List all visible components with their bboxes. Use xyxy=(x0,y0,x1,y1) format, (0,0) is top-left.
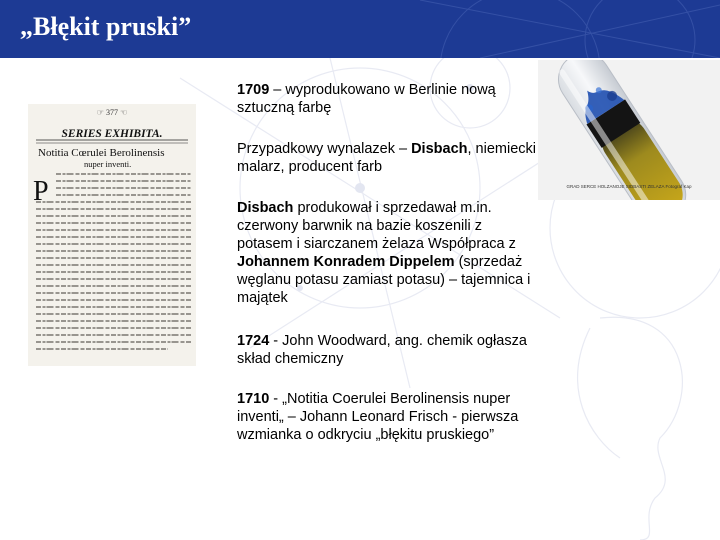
test-tube-illustration xyxy=(538,60,720,200)
fact-1724-woodward xyxy=(237,332,537,368)
slide-title: „Błękit pruski” xyxy=(20,12,192,41)
fact-disbach-discovery xyxy=(237,140,537,176)
latin-document-scan xyxy=(28,104,196,366)
text-run: Przypadkowy wynalazek – xyxy=(237,141,412,157)
bold-text-run: Johannem Konradem Dippelem xyxy=(237,254,455,270)
fact-disbach-production xyxy=(237,199,537,307)
bold-text-run: Disbach xyxy=(237,200,294,216)
bold-text-run: 1724 xyxy=(237,333,270,349)
bold-text-run: 1710 xyxy=(237,391,270,407)
document-subtitle: nuper inventi. xyxy=(84,159,132,169)
text-run: - John Woodward, ang. chemik ogłasza skład chemiczny xyxy=(237,333,527,367)
test-tube-photo xyxy=(538,60,720,200)
text-run: , niemiecki malarz, producent farb xyxy=(237,141,536,175)
bold-text-run: Disbach xyxy=(411,141,468,157)
document-title: Notitia Cœrulei Berolinensis xyxy=(38,147,165,159)
document-dropcap: P xyxy=(33,176,49,207)
text-run: - „Notitia Coerulei Berolinensis nuper inventi„ – Johann Leonard Frisch - pierwsza wzmianka o odkryciu „błękitu pruskiego” xyxy=(237,391,519,443)
text-run: – wyprodukowano w Berlinie nową sztuczną farbę xyxy=(237,82,496,116)
bold-text-run: 1709 xyxy=(237,82,270,98)
fact-1709 xyxy=(237,81,537,117)
document-page-image xyxy=(28,104,196,366)
fact-1710-frisch xyxy=(237,390,537,444)
text-run: produkował i sprzedawał m.in. czerwony barwnik na bazie koszenili z potasem i siarczanem żelaza Współpraca z xyxy=(237,200,516,252)
document-heading: SERIES EXHIBITA. xyxy=(61,128,163,140)
title-bar xyxy=(0,0,720,58)
tube-photo-caption: GRAD SERCE HOLZANOJE SIDBASTI ZELAZA Fotograf Kap xyxy=(566,184,692,189)
document-page-number: ☞ 377 ☜ xyxy=(96,108,128,117)
text-run: (sprzedaż węglanu potasu zamiast potasu) – tajemnica i majątek xyxy=(237,254,531,306)
